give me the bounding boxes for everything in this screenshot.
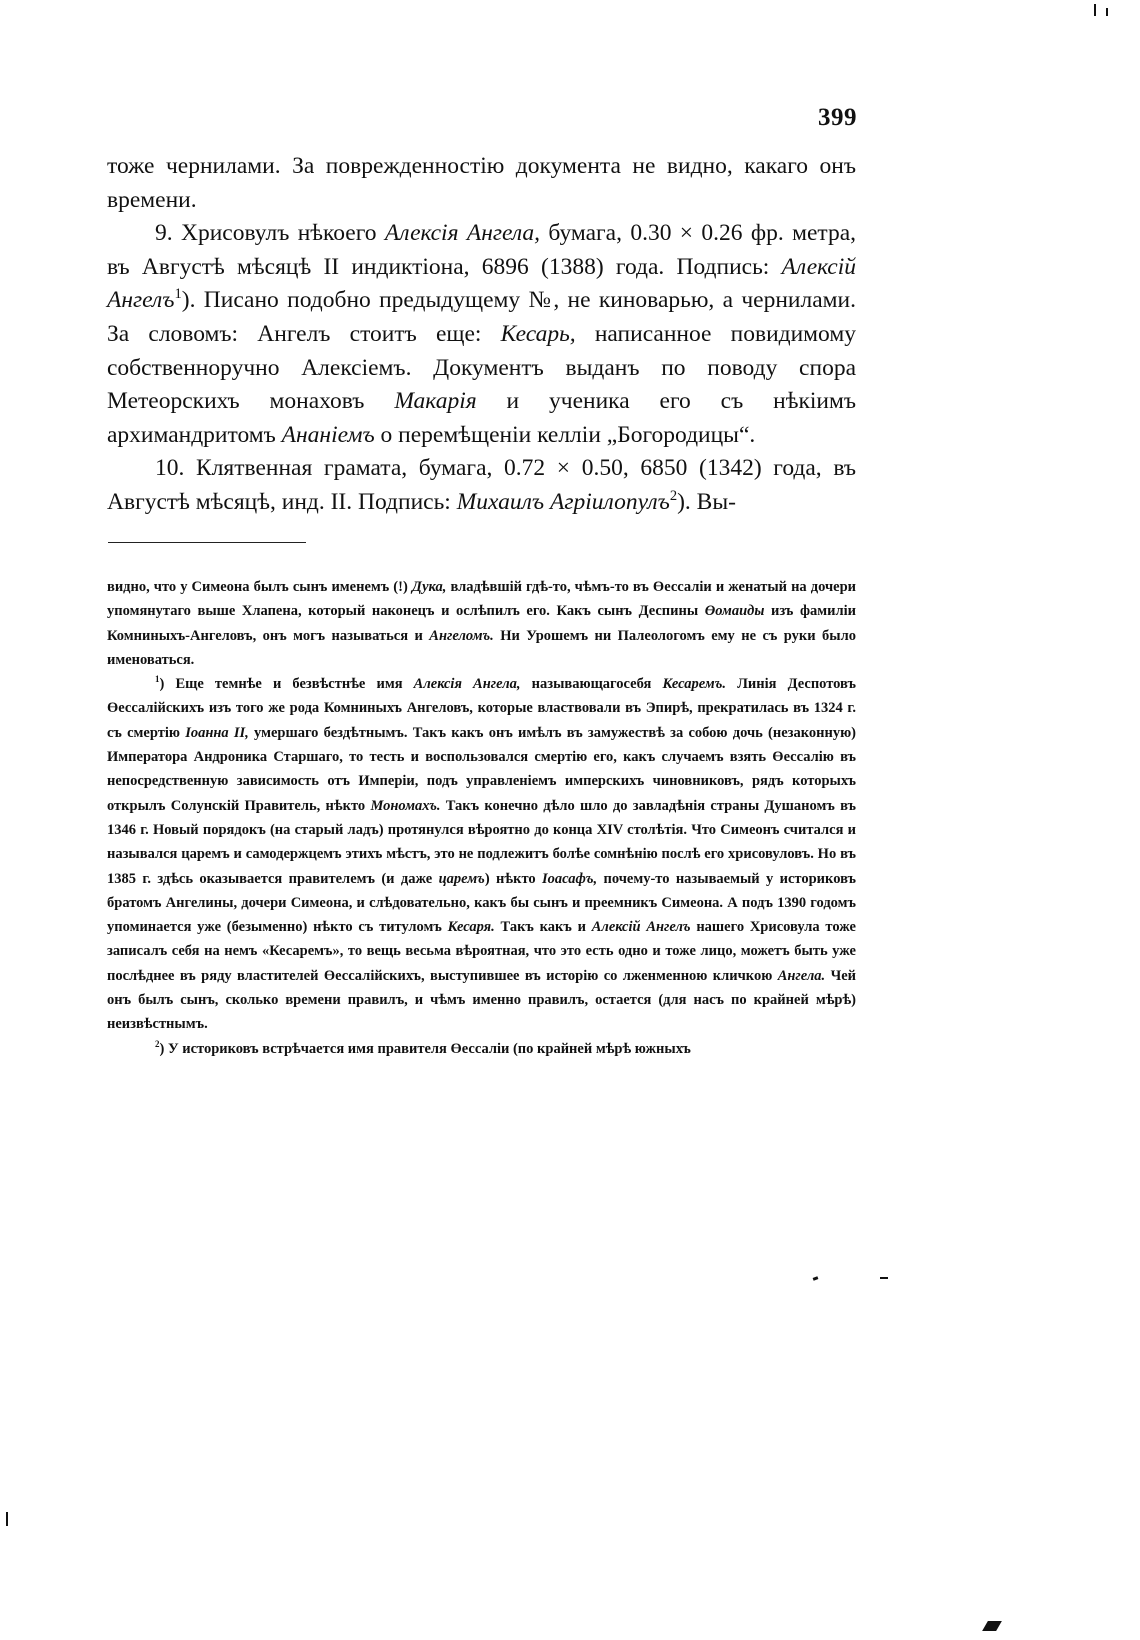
footnote-2: $^2$) У историковъ встрѣчается имя правителя Өессаліи (по крайней мѣрѣ южныхъ: [155, 1038, 691, 1057]
footnote-continuation: видно, что у Симеона былъ сынъ именемъ (!) Дука, владѣвшій гдѣ-то, чѣмъ-то въ Өессаліи и женатый на дочери упомянутаго выше Хлапена, который наконецъ и ослѣпилъ его. Какъ сынъ Деспины Өомаиды изъ фамиліи Комниныхъ-Ангеловъ, онъ могъ называться и Ангеломъ. Ни Урошемъ ни Палеологомъ ему не съ руки было именоваться.: [107, 579, 856, 668]
paragraph-item-10: 10. Клятвенная грамата, бумага, 0.72 × 0.50, 6850 (1342) года, въ Августѣ мѣсяцѣ, инд. II. Подпись: Михаилъ Агріилопулъ$^2$). Вы-: [107, 455, 856, 515]
footnotes: [107, 575, 856, 1061]
footnote-marker-1: 1: [155, 674, 160, 685]
footnote-marker-2: 2: [155, 1038, 160, 1049]
paragraph-continuation: тоже чернилами. За поврежденностію документа не видно, какаго онъ времени.: [107, 153, 856, 213]
name-alexios-angelos: Алексія Ангела,: [384, 220, 541, 247]
footnote-1: $^1$) Еще темнѣе и безвѣстнѣе имя Алексія Ангела, называющагосебя Кесаремъ. Линія Деспотовъ Өессалійскихъ изъ того же рода Комниныхъ Ангеловъ, которые властвовали въ Эпирѣ, прекратилась въ 1324 г. съ смертію Іоанна II, умершаго бездѣтнымъ. Такъ какъ онъ имѣлъ въ замужествѣ за собою дочь (незаконную) Императора Андроника Старшаго, то тесть и воспользовался смертію его, какъ случаемъ взять Өессалію въ непосредственную зависимость отъ Имперіи, подъ управленіемъ имперскихъ чиновниковъ, рядъ которыхъ открылъ Солунскій Правитель, нѣкто Мономахъ. Такъ конечно дѣло шло до завладѣнія страны Душаномъ въ 1346 г. Новый порядокъ (на старый ладъ) протянулся вѣроятно до конца XIV столѣтія. Что Симеонъ считался и назывался царемъ и самодержцемъ этихъ мѣстъ, это не подлежитъ болѣе сомнѣнію послѣ его хрисовуловъ. Но въ 1385 г. здѣсь оказывается правителемъ (и даже царемъ) нѣкто Іоасафъ, почему-то называемый у историковъ братомъ Ангелины, дочери Симеона, и слѣдовательно, какъ бы сынъ и преемникъ Симеона. А подъ 1390 годомъ упоминается уже (безыменно) нѣкто съ титуломъ Кесаря. Такъ какъ и Алексій Ангелъ нашего Хрисовула тоже записалъ себя на немъ «Кесаремъ», то вещь весьма вѣроятная, что это есть одно и тоже лицо, можетъ быть уже послѣднее въ ряду властителей Өессалійскихъ, выступившее въ исторію со лженменною кличкою Ангела. Чей онъ былъ сынъ, сколько времени правилъ, и чѣмъ именно правилъ, остается (для насъ по крайней мѣрѣ) неизвѣстнымъ.: [107, 674, 857, 1033]
scan-speck: [1094, 4, 1096, 16]
signature-michael-agriilopulos: Михаилъ Агріилопулъ: [456, 488, 670, 515]
paragraph-item-9: 9. Хрисовулъ нѣкоего Алексія Ангела, бумага, 0.30 × 0.26 фр. метра, въ Августѣ мѣсяцѣ II индиктіона, 6896 (1388) года. Подпись: Алексій Ангелъ$^1$). Писано подобно предыдущему №, не киноварью, а чернилами. За словомъ: Ангелъ стоитъ еще: Кесарь, написанное повидимому собственноручно Алексіемъ. Документъ выданъ по поводу спора Метеорскихъ монаховъ Макарія и ученика его съ нѣкіимъ архимандритомъ Ананіемъ о перемѣщеніи келліи „Богородицы“.: [107, 220, 856, 448]
footnote-divider: [108, 542, 306, 543]
footnote-ref-2: 2: [669, 488, 678, 505]
name-ananias: Ананіемъ: [281, 421, 375, 448]
word-kesar: Кесарь,: [500, 320, 576, 347]
scan-speck: [813, 1276, 819, 1281]
scan-speck: [6, 1512, 8, 1526]
footnote-ref-1: 1: [174, 286, 182, 303]
page-number: 399: [818, 104, 857, 131]
name-makarios: Макарія: [394, 388, 477, 415]
scan-speck: [982, 1621, 1002, 1631]
scan-speck: [1106, 8, 1108, 16]
scan-speck: [880, 1277, 888, 1279]
main-text: [107, 150, 856, 520]
signature-alexios-angelos: Алексій Ангелъ: [107, 253, 856, 314]
